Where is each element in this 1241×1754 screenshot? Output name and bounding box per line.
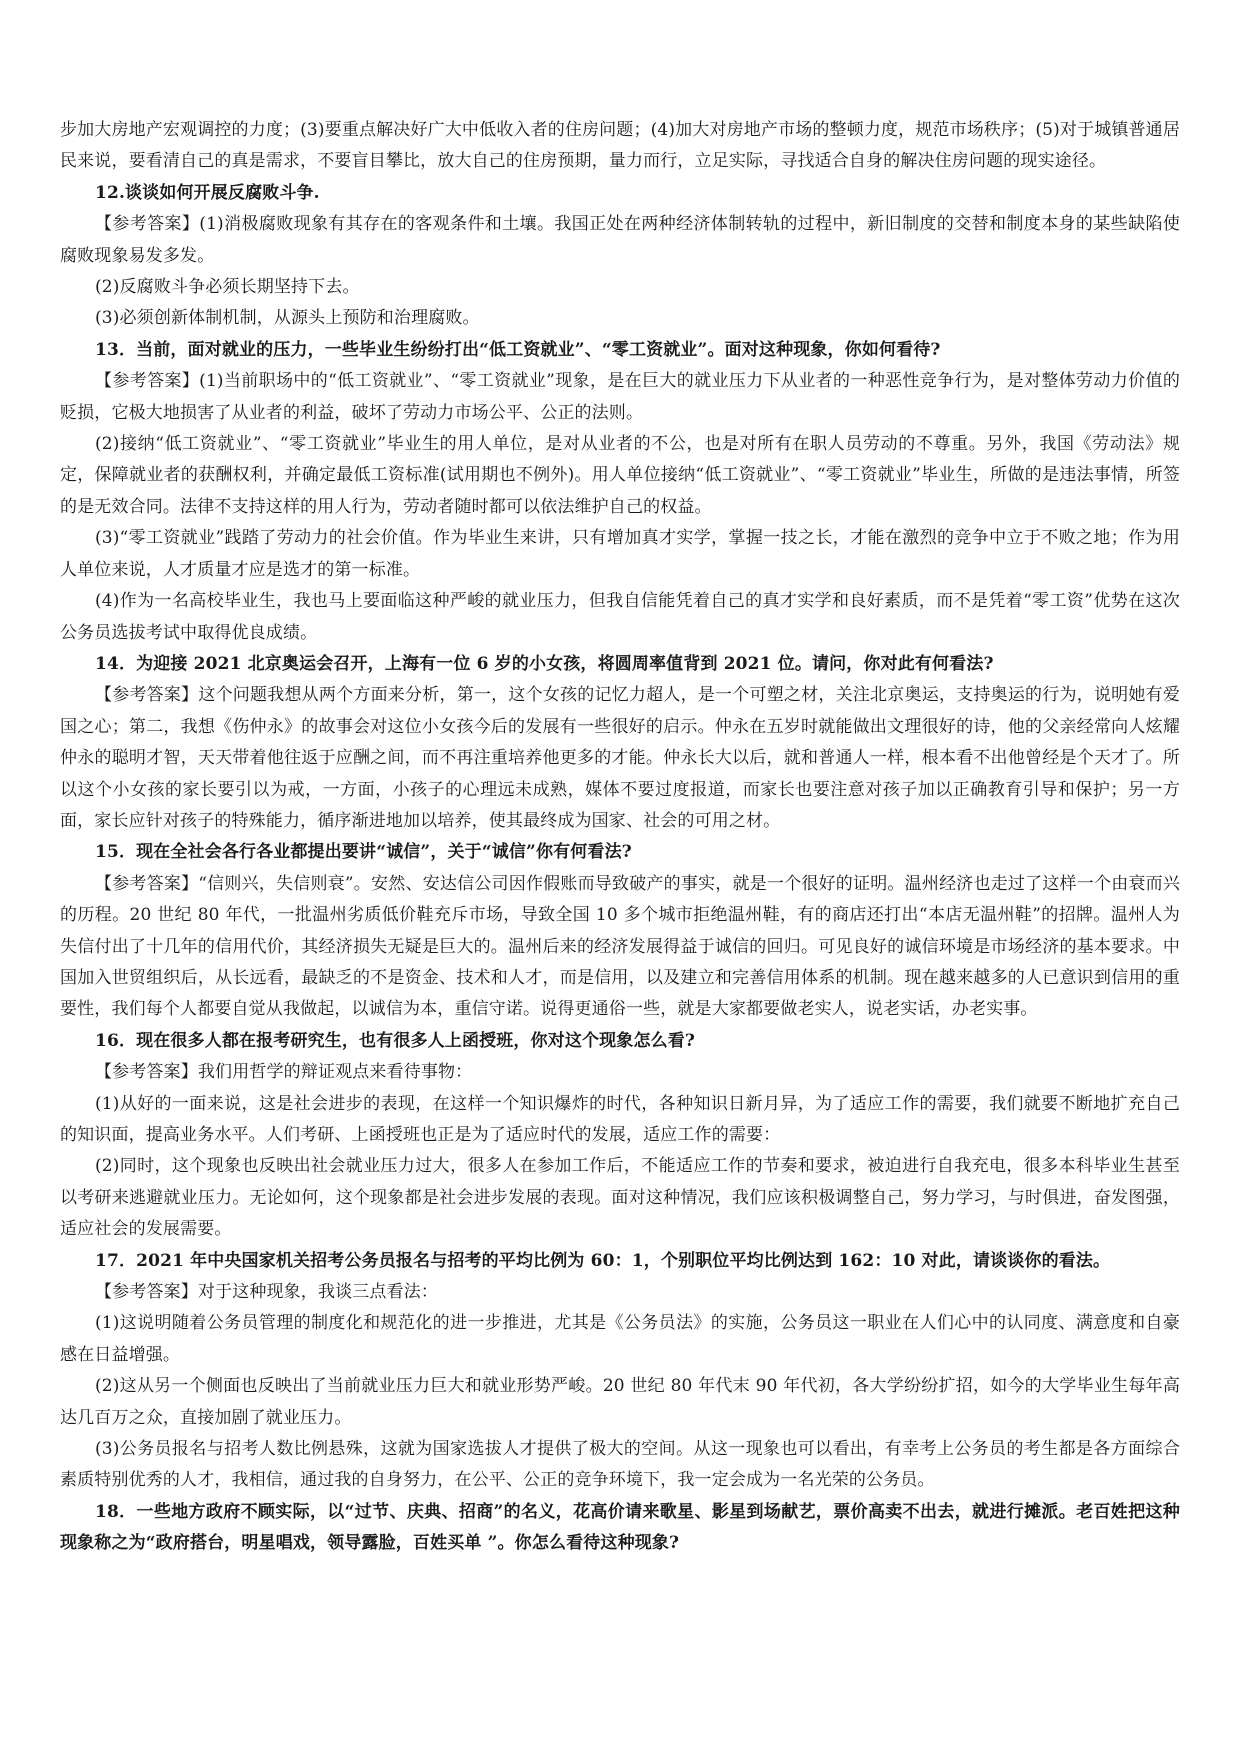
- question-13: 13．当前，面对就业的压力，一些毕业生纷纷打出“低工资就业”、“零工资就业”。面对这种现象，你如何看待?: [95, 339, 941, 360]
- answer-paragraph: (3)公务员报名与招考人数比例悬殊，这就为国家选拔人才提供了极大的空间。从这一现象也可以看出，有幸考上公务员的考生都是各方面综合素质特别优秀的人才，我相信，通过我的自身努力，在公平、公正的竞争环境下，我一定会成为一名光荣的公务员。: [60, 1439, 1180, 1491]
- answer-paragraph: (2)接纳“低工资就业”、“零工资就业”毕业生的用人单位，是对从业者的不公，也是对所有在职人员劳动的不尊重。另外，我国《劳动法》规定，保障就业者的获酬权利，并确定最低工资标准(试用期也不例外)。用人单位接纳“低工资就业”、“零工资就业”毕业生，所做的是违法事情，所签的是无效合同。法律不支持这样的用人行为，劳动者随时都可以依法维护自己的权益。: [60, 434, 1180, 517]
- question-18: 18．一些地方政府不顾实际，以“过节、庆典、招商”的名义，花高价请来歌星、影星到场献艺，票价高卖不出去，就进行摊派。老百姓把这种现象称之为“政府搭台，明星唱戏，领导露脸，百姓买单 ”。你怎么看待这种现象?: [60, 1501, 1180, 1554]
- answer-paragraph: 【参考答案】(1)消极腐败现象有其存在的客观条件和土壤。我国正处在两种经济体制转轨的过程中，新旧制度的交替和制度本身的某些缺陷使腐败现象易发多发。: [60, 214, 1180, 266]
- answer-paragraph: 【参考答案】“信则兴，失信则衰”。安然、安达信公司因作假账而导致破产的事实，就是一个很好的证明。温州经济也走过了这样一个由衰而兴的历程。20 世纪 80 年代，一批温州劣质低价鞋充斥市场，导致全国 10 多个城市拒绝温州鞋，有的商店还打出“本店无温州鞋”的招牌。温州人为失信付出了十几年的信用代价，其经济损失无疑是巨大的。温州后来的经济发展得益于诚信的回归。可见良好的诚信环境是市场经济的基本要求。中国加入世贸组织后，从长远看，最缺乏的不是资金、技术和人才，而是信用，以及建立和完善信用体系的机制。现在越来越多的人已意识到信用的重要性，我们每个人都要自觉从我做起，以诚信为本，重信守诺。说得更通俗一些，就是大家都要做老实人，说老实话，办老实事。: [60, 873, 1180, 1020]
- document-page: [60, 115, 1180, 1560]
- answer-paragraph: (1)这说明随着公务员管理的制度化和规范化的进一步推进，尤其是《公务员法》的实施，公务员这一职业在人们心中的认同度、满意度和自豪感在日益增强。: [60, 1313, 1180, 1365]
- question-16: 16．现在很多人都在报考研究生，也有很多人上函授班，你对这个现象怎么看?: [95, 1030, 696, 1051]
- answer-paragraph: (2)反腐败斗争必须长期坚持下去。: [95, 277, 360, 298]
- answer-paragraph: 【参考答案】这个问题我想从两个方面来分析，第一，这个女孩的记忆力超人，是一个可塑之材，关注北京奥运，支持奥运的行为，说明她有爱国之心；第二，我想《伤仲永》的故事会对这位小女孩今后的发展有一些很好的启示。仲永在五岁时就能做出文理很好的诗，他的父亲经常向人炫耀仲永的聪明才智，天天带着他往返于应酬之间，而不再注重培养他更多的才能。仲永长大以后，就和普通人一样，根本看不出他曾经是个天才了。所以这个小女孩的家长要引以为戒，一方面，小孩子的心理远未成熟，媒体不要过度报道，而家长也要注意对孩子加以正确教育引导和保护；另一方面，家长应针对孩子的特殊能力，循序渐进地加以培养，使其最终成为国家、社会的可用之材。: [60, 685, 1180, 831]
- answer-paragraph: (2)这从另一个侧面也反映出了当前就业压力巨大和就业形势严峻。20 世纪 80 年代末 90 年代初，各大学纷纷扩招，如今的大学毕业生每年高达几百万之众，直接加剧了就业压力。: [60, 1376, 1180, 1428]
- answer-paragraph: (2)同时，这个现象也反映出社会就业压力过大，很多人在参加工作后，不能适应工作的节奏和要求，被迫进行自我充电，很多本科毕业生甚至以考研来逃避就业压力。无论如何，这个现象都是社会进步发展的表现。面对这种情况，我们应该积极调整自己，努力学习，与时俱进，奋发图强，适应社会的发展需要。: [60, 1156, 1180, 1240]
- answer-paragraph: 【参考答案】我们用哲学的辩证观点来看待事物：: [95, 1062, 473, 1083]
- answer-paragraph: (4)作为一名高校毕业生，我也马上要面临这种严峻的就业压力，但我自信能凭着自己的真才实学和良好素质，而不是凭着“零工资”优势在这次公务员选拔考试中取得优良成绩。: [60, 591, 1180, 643]
- answer-paragraph: (3)必须创新体制机制，从源头上预防和治理腐败。: [95, 308, 480, 329]
- question-14: 14．为迎接 2021 北京奥运会召开，上海有一位 6 岁的小女孩，将圆周率值背到 2021 位。请问，你对此有何看法?: [95, 653, 994, 674]
- question-17: 17．2021 年中央国家机关招考公务员报名与招考的平均比例为 60：1，个别职位平均比例达到 162：10 对此，请谈谈你的看法。: [95, 1250, 1111, 1271]
- answer-paragraph: (1)从好的一面来说，这是社会进步的表现，在这样一个知识爆炸的时代，各种知识日新月异，为了适应工作的需要，我们就要不断地扩充自己的知识面，提高业务水平。人们考研、上函授班也正是为了适应时代的发展，适应工作的需要：: [60, 1093, 1180, 1145]
- question-12: 12.谈谈如何开展反腐败斗争.: [95, 182, 320, 203]
- answer-paragraph: 【参考答案】对于这种现象，我谈三点看法：: [95, 1282, 438, 1303]
- answer-paragraph: 【参考答案】(1)当前职场中的“低工资就业”、“零工资就业”现象，是在巨大的就业压力下从业者的一种恶性竞争行为，是对整体劳动力价值的贬损，它极大地损害了从业者的利益，破坏了劳动力市场公平、公正的法则。: [60, 371, 1180, 423]
- paragraph-continued: 步加大房地产宏观调控的力度；(3)要重点解决好广大中低收入者的住房问题；(4)加大对房地产市场的整顿力度，规范市场秩序；(5)对于城镇普通居民来说，要看清自己的真是需求，不要盲目攀比，放大自己的住房预期，量力而行，立足实际，寻找适合自身的解决住房问题的现实途径。: [60, 120, 1180, 172]
- answer-paragraph: (3)“零工资就业”践踏了劳动力的社会价值。作为毕业生来讲，只有增加真才实学，掌握一技之长，才能在激烈的竞争中立于不败之地；作为用人单位来说，人才质量才应是选才的第一标准。: [60, 528, 1180, 580]
- question-15: 15．现在全社会各行各业都提出要讲“诚信”，关于“诚信”你有何看法?: [95, 842, 632, 863]
